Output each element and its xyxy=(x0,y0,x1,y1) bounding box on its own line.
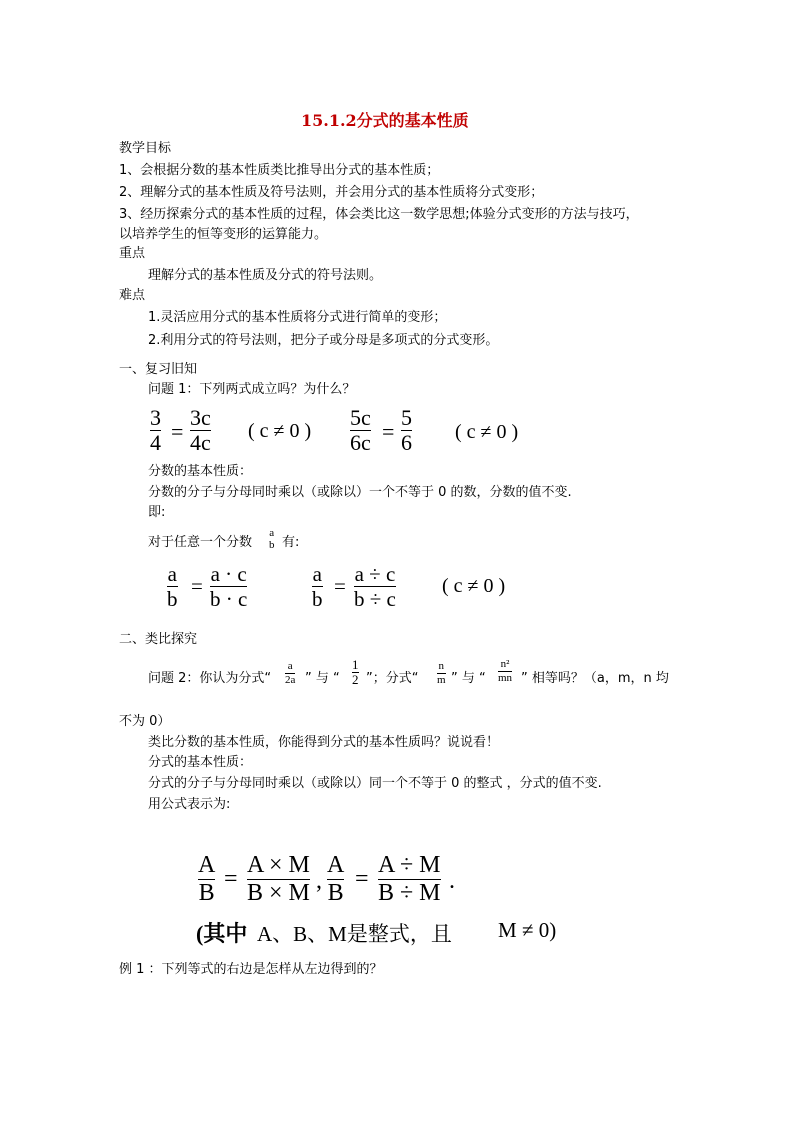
example-1: 例 1 ：下列等式的右边是怎样从左边得到的？ xyxy=(119,962,383,977)
eq2-left-numerator: 5c xyxy=(350,405,371,430)
q2-fraction-4-denominator: mn xyxy=(498,672,513,684)
q2-fraction-4 xyxy=(498,658,512,685)
analogy-heading: 二、类比探究 xyxy=(119,632,198,647)
formula-period: . xyxy=(449,868,455,894)
any-fraction-text: 对于任意一个分数 xyxy=(148,535,253,550)
prop-f2-right-numerator: a ÷ c xyxy=(354,562,396,586)
q2-fraction-3 xyxy=(437,660,446,687)
q2-part-a: 问题 2：你认为分式“ xyxy=(148,671,272,686)
fraction-property-text: 分数的分子与分母同时乘以（或除以）一个不等于 0 的数，分数的值不变. xyxy=(148,485,572,500)
formula-frac-a-numerator: A xyxy=(198,852,216,878)
review-heading: 一、复习旧知 xyxy=(119,362,198,377)
formula-frac-d xyxy=(378,852,441,907)
q2-fraction-1-numerator: a xyxy=(287,660,293,672)
key-text: 理解分式的基本性质及分式的符号法则。 xyxy=(148,268,383,283)
analogy-paragraph-3: 分式的分子与分母同时乘以（或除以）同一个不等于 0 的整式 ，分式的值不变. xyxy=(148,776,602,791)
formula-comma: , xyxy=(316,868,322,894)
prop-f2-equals: = xyxy=(334,574,346,598)
difficulty-heading: 难点 xyxy=(119,288,146,303)
formula-frac-a-denominator: B xyxy=(198,880,215,906)
eq1-right-numerator: 3c xyxy=(190,405,211,430)
difficulty-item-1: 1.灵活应用分式的基本性质将分式进行简单的变形； xyxy=(148,310,447,325)
review-question: 问题 1：下列两式成立吗？为什么？ xyxy=(148,382,356,397)
prop-f2-left xyxy=(312,562,323,611)
any-fraction-suffix: 有: xyxy=(282,535,300,550)
formula-frac-b-numerator: A × M xyxy=(247,852,310,878)
prop-f1-right-numerator: a · c xyxy=(210,562,247,586)
analogy-paragraph-2: 分式的基本性质： xyxy=(148,755,253,770)
prop-f1-left-denominator: b xyxy=(167,587,178,611)
formula-frac-b xyxy=(247,852,310,907)
any-fraction-numerator: a xyxy=(269,527,275,539)
eq1-right-denominator: 4c xyxy=(190,430,211,455)
goal-item-3-cont: 以培养学生的恒等变形的运算能力。 xyxy=(119,227,328,242)
goal-item-3: 3、经历探索分式的基本性质的过程，体会类比这一数学思想;体验分式变形的方法与技巧， xyxy=(119,207,639,222)
formula-frac-c-denominator: B xyxy=(327,880,344,906)
q2-fraction-2-numerator: 1 xyxy=(352,657,359,672)
goal-item-1: 1、会根据分数的基本性质类比推导出分式的基本性质； xyxy=(119,163,440,178)
eq2-right-denominator: 6 xyxy=(401,430,412,455)
formula-frac-b-denominator: B × M xyxy=(247,880,310,906)
prop-f2-right-denominator: b ÷ c xyxy=(354,587,396,611)
eq2-left-denominator: 6c xyxy=(350,430,371,455)
prop-f2-left-numerator: a xyxy=(312,562,322,586)
formula-note-start: (其中 xyxy=(196,921,248,946)
prop-f1-right-denominator: b · c xyxy=(210,587,248,611)
q2-part-c: ”；分式“ xyxy=(366,671,419,686)
prop-f2-right xyxy=(354,562,396,611)
q2-continuation: 不为 0） xyxy=(119,714,171,729)
eq2-right-fraction xyxy=(401,406,412,455)
q2-fraction-2-denominator: 2 xyxy=(352,672,359,687)
eq1-left-fraction xyxy=(150,406,161,455)
eq1-left-denominator: 4 xyxy=(150,430,161,455)
eq2-left-fraction xyxy=(350,406,371,455)
any-fraction-denominator: b xyxy=(269,539,275,551)
formula-equals-2: = xyxy=(355,866,369,892)
page-title: 15.1.2分式的基本性质 xyxy=(301,111,469,130)
q2-fraction-3-denominator: m xyxy=(437,674,446,686)
analogy-paragraph-1: 类比分数的基本性质，你能得到分式的基本性质吗？说说看！ xyxy=(148,735,500,750)
prop-condition: ( c ≠ 0 ) xyxy=(442,575,506,597)
prop-f1-left xyxy=(167,562,178,611)
prop-f1-equals: = xyxy=(191,574,203,598)
fraction-property-title: 分数的基本性质： xyxy=(148,464,253,479)
key-heading: 重点 xyxy=(119,246,146,261)
q2-fraction-1-denominator: 2a xyxy=(285,674,296,686)
q2-fraction-2 xyxy=(352,658,359,687)
q2-fraction-3-numerator: n xyxy=(438,660,445,672)
prop-f2-left-denominator: b xyxy=(312,587,323,611)
formula-frac-c xyxy=(327,852,344,907)
q2-part-d: ” 与 “ xyxy=(451,671,486,686)
eq1-equals: = xyxy=(171,419,184,444)
formula-equals-1: = xyxy=(224,866,238,892)
formula-note-middle: A、B、M是整式，且 xyxy=(257,922,452,946)
prop-f1-left-numerator: a xyxy=(167,562,177,586)
formula-note-end: M ≠ 0) xyxy=(498,918,557,942)
eq2-condition: ( c ≠ 0 ) xyxy=(455,421,519,443)
eq1-left-numerator: 3 xyxy=(150,405,161,430)
analogy-paragraph-4: 用公式表示为: xyxy=(148,797,231,812)
q2-part-e: ” 相等吗？（a，m，n 均 xyxy=(521,671,669,686)
eq1-right-fraction xyxy=(190,406,211,455)
q2-fraction-4-numerator: n² xyxy=(500,658,510,670)
formula-frac-d-numerator: A ÷ M xyxy=(378,852,441,878)
formula-frac-d-denominator: B ÷ M xyxy=(378,880,441,906)
q2-part-b: ” 与 “ xyxy=(305,671,340,686)
eq2-equals: = xyxy=(382,419,395,444)
q2-fraction-1 xyxy=(285,660,295,687)
prop-f1-right xyxy=(210,562,247,611)
ji-text: 即: xyxy=(148,505,166,520)
difficulty-item-2: 2.利用分式的符号法则，把分子或分母是多项式的分式变形。 xyxy=(148,333,499,348)
formula-frac-a xyxy=(198,852,215,907)
goal-item-2: 2、理解分式的基本性质及符号法则，并会用分式的基本性质将分式变形； xyxy=(119,185,544,200)
eq2-right-numerator: 5 xyxy=(401,405,412,430)
formula-frac-c-numerator: A xyxy=(327,852,345,878)
eq1-condition: ( c ≠ 0 ) xyxy=(248,420,312,442)
any-fraction-inline xyxy=(269,527,275,551)
goals-heading: 教学目标 xyxy=(119,141,172,156)
